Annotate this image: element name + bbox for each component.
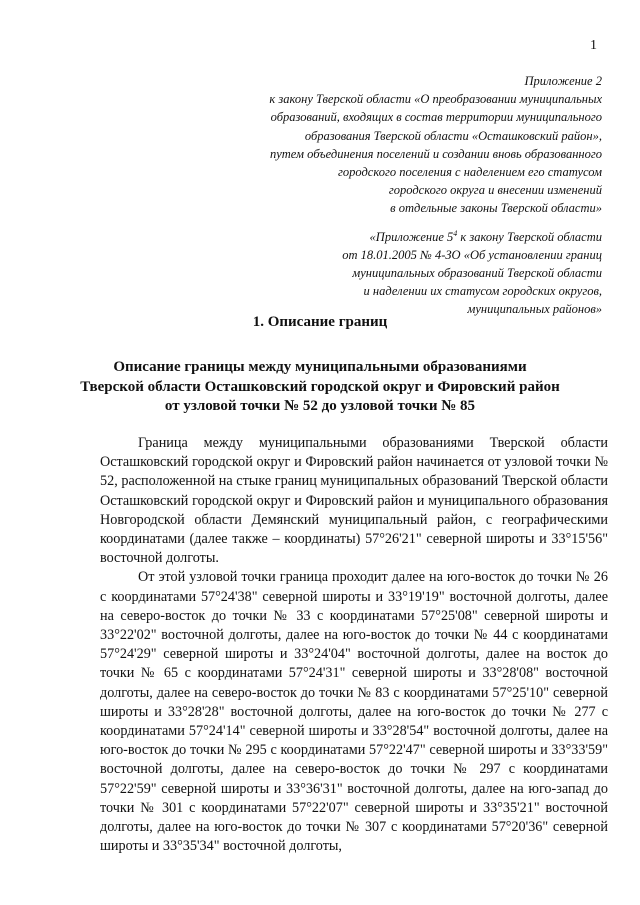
annex-block — [182, 72, 602, 319]
annex-ref-line: от 18.01.2005 № 4-ЗО «Об установлении границ — [342, 247, 602, 262]
body-text — [100, 434, 608, 856]
annex-line: к закону Тверской области «О преобразовании муниципальных — [269, 92, 602, 107]
boundary-heading — [40, 358, 600, 417]
section-title: 1. Описание границ — [252, 314, 388, 330]
page-number: 1 — [590, 38, 597, 53]
annex-line: в отдельные законы Тверской области» — [390, 201, 602, 216]
annex-ref-line: муниципальных районов» — [467, 302, 602, 317]
annex-ref-line — [182, 228, 602, 246]
annex-line: городского округа и внесении изменений — [388, 183, 602, 198]
annex-ref-line: и наделении их статусом городских округов, — [363, 284, 602, 299]
annex-ref-sup: 4 — [453, 228, 458, 238]
paragraph: От этой узловой точки граница проходит далее на юго-восток до точки № 26 с координатами 57°24'38" северной широты и 33°19'19" восточной долготы, далее на северо-восток до точки № 33 с координатами 57°25'08" северной широты и 33°22'02" восточной долготы, далее на юго-восток до точки № 44 с координатами 57°24'29" северной широты и 33°24'04" восточной долготы, далее на восток до точки № 65 с координатами 57°24'31" северной широты и 33°28'08" восточной долготы, далее на северо-восток до точки № 83 с координатами 57°25'10" северной широты и 33°28'28" восточной долготы, далее на юго-восток до точки № 277 с координатами 57°24'14" северной широты и 33°28'54" восточной долготы, далее на юго-восток до точки № 295 с координатами 57°22'47" северной широты и 33°33'59" восточной долготы, далее на северо-восток до точки № 297 с координатами 57°22'59" северной широты и 33°36'31" восточной долготы, далее на юго-запад до точки № 301 с координатами 57°22'07" северной широты и 33°35'21" восточной долготы, далее на юго-восток до точки № 307 с координатами 57°20'36" северной широты и 33°35'34" восточной долготы, — [100, 569, 608, 855]
annex-ref-suffix: к закону Тверской области — [457, 229, 602, 244]
annex-line: Приложение 2 — [524, 74, 602, 88]
annex-line: образования Тверской области «Осташковский район», — [304, 128, 602, 143]
annex-ref-prefix: «Приложение 5 — [369, 229, 454, 244]
paragraph: Граница между муниципальными образованиями Тверской области Осташковский городской округ и Фировский район начинается от узловой точки № 52, расположенной на стыке границ муниципальных образований Тверской области Осташковский городской округ и Фировский район и муниципального образования Новгородской области Демянский муниципальный район, с географическими координатами (далее также – координаты) 57°26'21" северной широты и 33°15'56" восточной долготы. — [100, 435, 608, 567]
annex-line: образований, входящих в состав территории муниципального — [270, 110, 602, 125]
heading-line: от узловой точки № 52 до узловой точки № 85 — [164, 398, 476, 414]
heading-line: Тверской области Осташковский городской округ и Фировский район — [80, 378, 560, 395]
heading-line: Описание границы между муниципальными образованиями — [113, 359, 527, 375]
annex-line: путем объединения поселений и создании вновь образованного — [269, 146, 602, 161]
annex-line: городского поселения с наделением его статусом — [338, 165, 602, 180]
annex-ref-line: муниципальных образований Тверской области — [352, 266, 602, 281]
